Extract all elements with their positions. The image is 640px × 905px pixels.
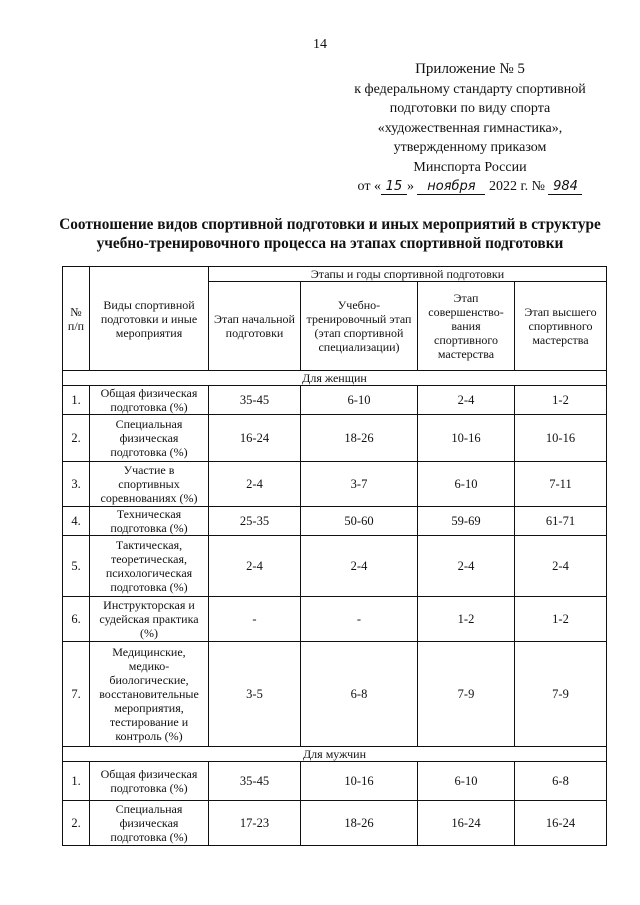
row-kind: Специальная физическая подготовка (%): [90, 801, 209, 846]
header-stage: Этап высшего спортивного мастерства: [515, 282, 607, 371]
row-value: 61-71: [515, 507, 607, 536]
row-value: 7-11: [515, 462, 607, 507]
row-kind: Специальная физическая подготовка (%): [90, 415, 209, 462]
row-value: 10-16: [515, 415, 607, 462]
document-title-line: учебно-тренировочного процесса на этапах спортивной подготовки: [96, 235, 564, 252]
table-row: [63, 801, 607, 846]
row-value: 35-45: [209, 386, 301, 415]
row-number: 4.: [63, 507, 90, 536]
document-title-line: Соотношение видов спортивной подготовки и иных мероприятий в структуре: [59, 216, 601, 233]
row-value: 18-26: [301, 801, 418, 846]
appendix-line: подготовки по виду спорта: [389, 101, 551, 116]
row-number: 1.: [63, 762, 90, 801]
table-row: [63, 536, 607, 597]
row-value: 2-4: [418, 386, 515, 415]
section-row: [63, 371, 607, 386]
row-value: -: [301, 597, 418, 642]
row-kind: Общая физическая подготовка (%): [90, 762, 209, 801]
row-number: 2.: [63, 801, 90, 846]
row-value: 18-26: [301, 415, 418, 462]
table-row: [63, 642, 607, 747]
section-label: Для женщин: [63, 371, 607, 386]
row-value: 1-2: [515, 597, 607, 642]
order-number-handwritten: 984: [548, 180, 582, 195]
appendix-line: к федеральному стандарту спортивной: [354, 81, 586, 97]
header-number: № п/п: [63, 267, 90, 371]
appendix-block: [330, 60, 610, 197]
row-kind: Тактическая, теоретическая, психологическая подготовка (%): [90, 536, 209, 597]
order-year: 2022 г. №: [488, 179, 545, 194]
row-value: 3-5: [209, 642, 301, 747]
table-row: [63, 507, 607, 536]
table-row: [63, 597, 607, 642]
appendix-line: Приложение № 5: [415, 61, 525, 77]
header-stage: Учебно-тренировочный этап (этап спортивной специализации): [301, 282, 418, 371]
order-line: [330, 177, 610, 197]
row-value: -: [209, 597, 301, 642]
order-mid: »: [406, 179, 414, 194]
row-value: 10-16: [418, 415, 515, 462]
row-number: 6.: [63, 597, 90, 642]
page-number: 14: [313, 37, 327, 52]
table-body: [63, 371, 607, 846]
row-value: 16-24: [418, 801, 515, 846]
order-prefix: от «: [357, 179, 381, 194]
row-value: 3-7: [301, 462, 418, 507]
appendix-line: Минспорта России: [413, 159, 527, 175]
row-number: 7.: [63, 642, 90, 747]
row-value: 35-45: [209, 762, 301, 801]
table-row: [63, 386, 607, 415]
order-month-handwritten: ноября: [417, 180, 485, 195]
row-value: 6-8: [301, 642, 418, 747]
table-row: [63, 762, 607, 801]
row-value: 10-16: [301, 762, 418, 801]
header-stage: Этап совершенство-вания спортивного мастерства: [418, 282, 515, 371]
row-value: 50-60: [301, 507, 418, 536]
table-row: [63, 462, 607, 507]
header-kind: Виды спортивной подготовки и иные мероприятия: [90, 267, 209, 371]
row-kind: Техническая подготовка (%): [90, 507, 209, 536]
row-kind: Участие в спортивных соревнованиях (%): [90, 462, 209, 507]
row-number: 3.: [63, 462, 90, 507]
row-value: 6-8: [515, 762, 607, 801]
row-value: 2-4: [209, 536, 301, 597]
row-value: 16-24: [515, 801, 607, 846]
row-number: 1.: [63, 386, 90, 415]
row-value: 17-23: [209, 801, 301, 846]
row-value: 6-10: [418, 762, 515, 801]
section-label: Для мужчин: [63, 747, 607, 762]
row-value: 25-35: [209, 507, 301, 536]
header-stage: Этап начальной подготовки: [209, 282, 301, 371]
row-value: 2-4: [301, 536, 418, 597]
training-ratio-table: [62, 266, 607, 846]
row-number: 5.: [63, 536, 90, 597]
row-value: 16-24: [209, 415, 301, 462]
row-value: 2-4: [418, 536, 515, 597]
row-value: 1-2: [515, 386, 607, 415]
row-value: 6-10: [418, 462, 515, 507]
row-value: 6-10: [301, 386, 418, 415]
order-day-handwritten: 15: [381, 180, 407, 195]
appendix-line: утвержденному приказом: [393, 140, 547, 155]
table-row: [63, 415, 607, 462]
row-value: 1-2: [418, 597, 515, 642]
row-value: 7-9: [515, 642, 607, 747]
document-title: [50, 215, 610, 253]
row-value: 2-4: [209, 462, 301, 507]
row-number: 2.: [63, 415, 90, 462]
row-value: 59-69: [418, 507, 515, 536]
header-stages: Этапы и годы спортивной подготовки: [209, 267, 607, 282]
row-value: 7-9: [418, 642, 515, 747]
row-kind: Медицинские, медико-биологические, восстановительные мероприятия, тестирование и контроль (%): [90, 642, 209, 747]
appendix-line: «художественная гимнастика»,: [377, 120, 563, 136]
section-row: [63, 747, 607, 762]
row-value: 2-4: [515, 536, 607, 597]
row-kind: Инструкторская и судейская практика (%): [90, 597, 209, 642]
row-kind: Общая физическая подготовка (%): [90, 386, 209, 415]
